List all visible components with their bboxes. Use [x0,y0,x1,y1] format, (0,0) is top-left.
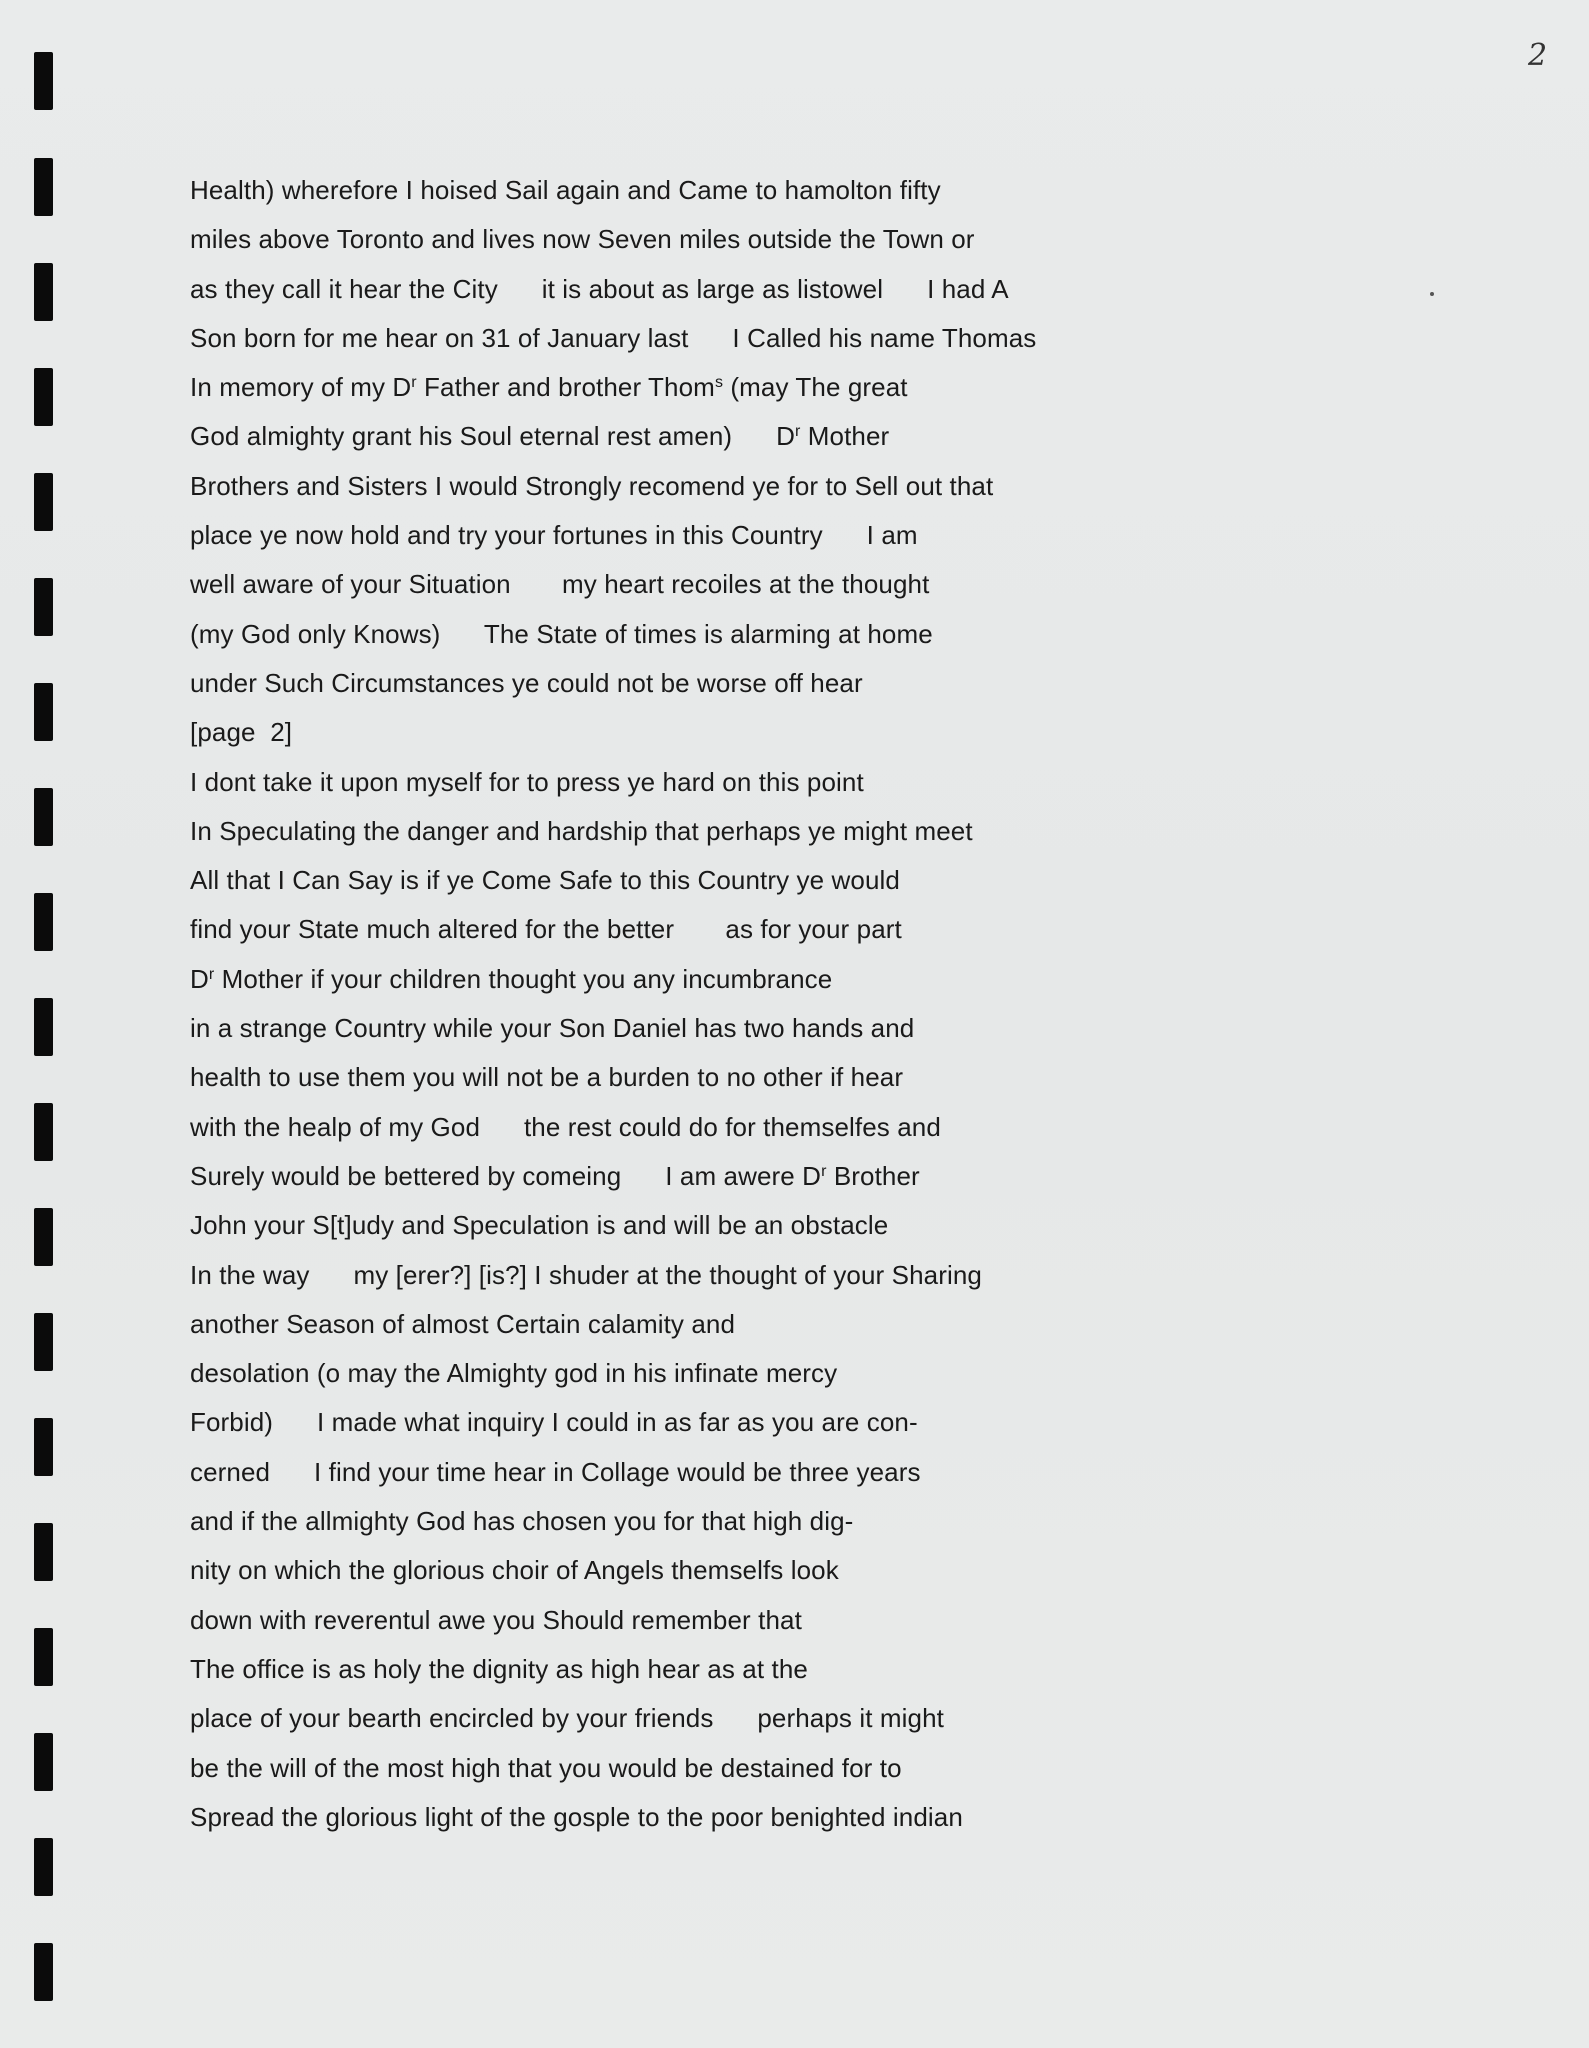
binding-hole [34,788,53,846]
text-line [190,367,1190,416]
text-line [190,1156,1190,1205]
text-segment: under Such Circumstances ye could not be worse off hear [190,667,863,698]
text-segment: I dont take it upon myself for to press ye hard on this point [190,766,864,797]
superscript: r [821,1162,827,1180]
text-line [190,170,1190,219]
text-segment: (my God only Knows) The State of times is alarming at home [190,618,933,649]
text-segment: place of your bearth encircled by your friends perhaps it might [190,1703,944,1734]
text-line [190,1501,1190,1550]
text-segment: Brothers and Sisters I would Strongly recomend ye for to Sell out that [190,470,994,501]
text-line [190,614,1190,663]
text-line [190,1600,1190,1649]
text-segment: In Speculating the danger and hardship that perhaps ye might meet [190,815,973,846]
text-segment: with the healp of my God the rest could do for themselfes and [190,1111,941,1142]
binding-hole [34,473,53,531]
binding-hole [34,263,53,321]
transcription-text [190,170,1190,1846]
superscript: r [208,965,215,983]
text-line [190,959,1190,1008]
binding-holes [34,0,58,2048]
binding-hole [34,1418,53,1476]
text-segment: The office is as holy the dignity as high hear as at the [190,1653,808,1684]
binding-hole [34,1838,53,1896]
text-segment: John your S[t]udy and Speculation is and will be an obstacle [190,1210,889,1241]
text-segment: place ye now hold and try your fortunes in this Country I am [190,520,918,551]
text-segment: be the will of the most high that you would be destained for to [190,1752,902,1783]
text-line [190,1402,1190,1451]
text-segment: Spread the glorious light of the gosple to the poor benighted indian [190,1801,963,1832]
text-segment: In memory of my D [190,372,412,403]
superscript: s [714,374,724,392]
text-segment: as they call it hear the City it is about as large as listowel I had A [190,273,1009,304]
text-line [190,1353,1190,1402]
text-line [190,1205,1190,1254]
text-segment: D [190,963,209,994]
text-line [190,811,1190,860]
binding-hole [34,683,53,741]
text-line [190,1748,1190,1797]
text-line [190,466,1190,515]
text-segment: in a strange Country while your Son Daniel has two hands and [190,1013,915,1044]
superscript: r [411,374,417,392]
text-segment: Surely would be bettered by comeing I am awere D [190,1160,822,1191]
text-line [190,1107,1190,1156]
text-line [190,663,1190,712]
text-line [190,1797,1190,1846]
text-segment: and if the allmighty God has chosen you for that high dig- [190,1506,854,1537]
binding-hole [34,1523,53,1581]
binding-hole [34,1733,53,1791]
text-segment: (may The great [723,372,908,403]
superscript: r [795,423,801,441]
text-line [190,1452,1190,1501]
text-line [190,1649,1190,1698]
text-line [190,712,1190,761]
binding-hole [34,1943,53,2001]
binding-hole [34,1313,53,1371]
text-line [190,318,1190,367]
binding-hole [34,578,53,636]
text-segment: health to use them you will not be a burden to no other if hear [190,1062,904,1093]
binding-hole [34,893,53,951]
text-segment: another Season of almost Certain calamity and [190,1308,736,1339]
text-segment: All that I Can Say is if ye Come Safe to this Country ye would [190,865,900,896]
text-line [190,1008,1190,1057]
text-line [190,515,1190,564]
text-segment: Forbid) I made what inquiry I could in as far as you are con- [190,1407,918,1438]
text-segment: Mother if your children thought you any incumbrance [214,963,833,994]
text-line [190,1698,1190,1747]
text-segment: desolation (o may the Almighty god in his infinate mercy [190,1358,838,1389]
binding-hole [34,998,53,1056]
paper-speck [1430,292,1434,296]
text-segment: Brother [826,1160,920,1191]
text-line [190,860,1190,909]
text-segment: Health) wherefore I hoised Sail again and Came to hamolton fifty [190,175,941,205]
text-segment: cerned I find your time hear in Collage would be three years [190,1456,921,1487]
binding-hole [34,158,53,216]
binding-hole [34,1208,53,1266]
text-line [190,1550,1190,1599]
text-line [190,1255,1190,1304]
binding-hole [34,1628,53,1686]
text-segment: [page 2] [190,717,293,748]
text-line [190,762,1190,811]
text-segment: In the way my [erer?] [is?] I shuder at the thought of your Sharing [190,1259,982,1290]
binding-hole [34,368,53,426]
text-line [190,269,1190,318]
text-segment: God almighty grant his Soul eternal rest amen) D [190,421,796,452]
page-number: 2 [1528,38,1548,73]
text-segment: well aware of your Situation my heart recoiles at the thought [190,569,930,600]
text-segment: find your State much altered for the better as for your part [190,914,902,945]
text-segment: Father and brother Thom [416,372,715,403]
text-segment: Mother [800,421,890,452]
text-line [190,219,1190,268]
binding-hole [34,52,53,110]
text-line [190,909,1190,958]
text-segment: Son born for me hear on 31 of January last I Called his name Thomas [190,322,1037,353]
text-segment: nity on which the glorious choir of Angels themselfs look [190,1555,839,1586]
text-segment: miles above Toronto and lives now Seven miles outside the Town or [190,224,975,255]
text-segment: down with reverentul awe you Should remember that [190,1604,802,1635]
text-line [190,416,1190,465]
text-line [190,564,1190,613]
binding-hole [34,1103,53,1161]
text-line [190,1057,1190,1106]
text-line [190,1304,1190,1353]
